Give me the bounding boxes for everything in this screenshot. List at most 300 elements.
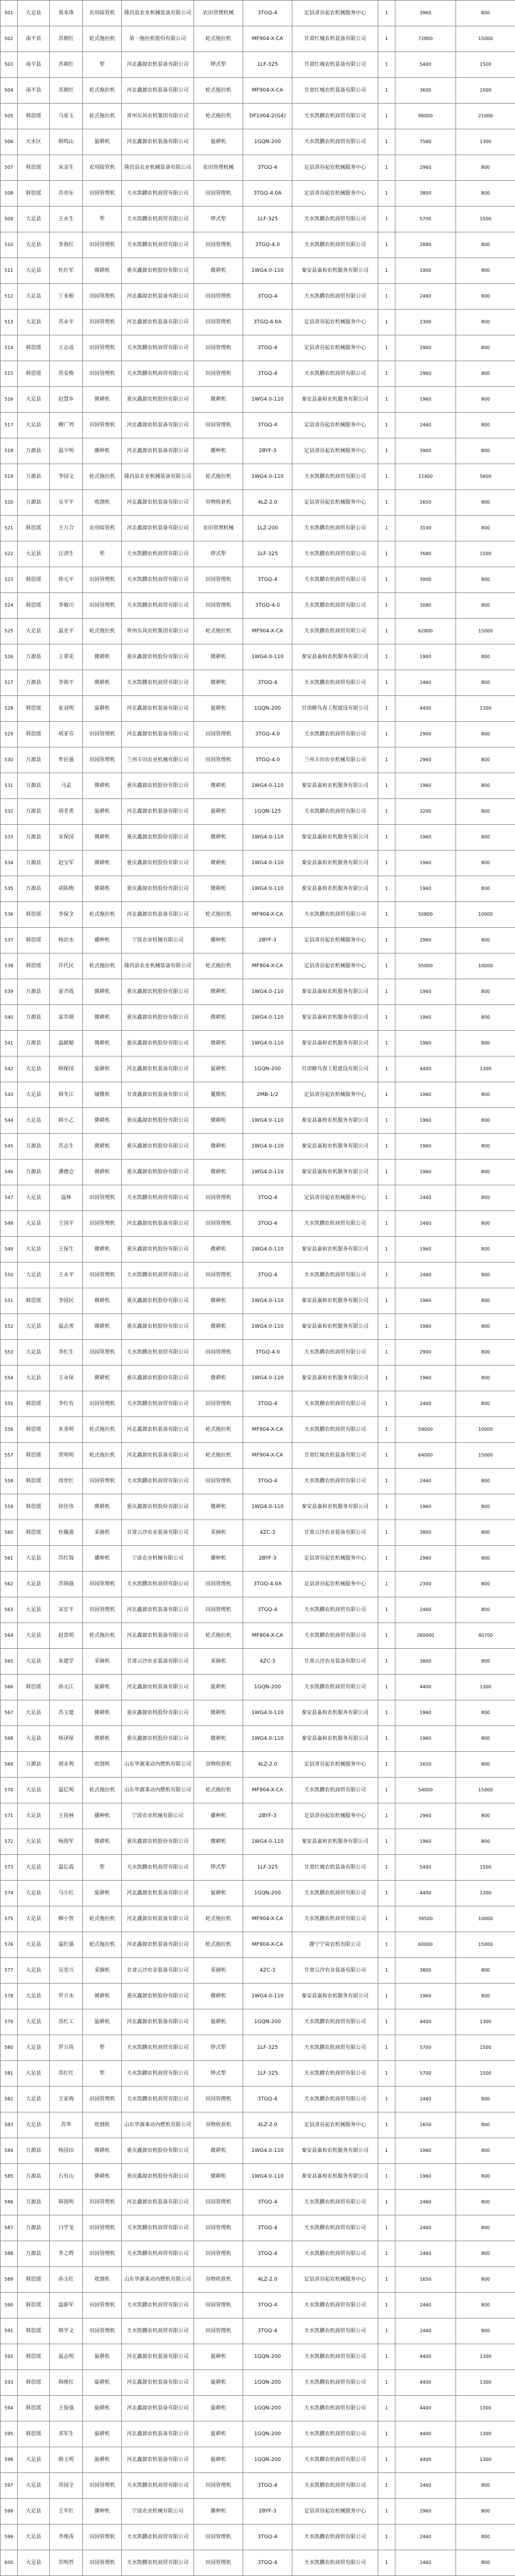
cell-seq: 544 — [1, 1108, 18, 1134]
cell-type: 犁 — [83, 2035, 122, 2061]
cell-count: 2900 — [395, 335, 456, 361]
cell-product: 播种机 — [194, 1546, 243, 1572]
cell-model: 1GQN-200 — [243, 129, 292, 155]
cell-product: 微耕机 — [194, 825, 243, 850]
cell-model: 3TGQ-4 — [243, 413, 292, 438]
cell-name: 李维涛 — [50, 2524, 83, 2550]
cell-seq: 556 — [1, 1417, 18, 1443]
cell-seq: 505 — [1, 104, 18, 129]
cell-product: 田园管理机 — [194, 2215, 243, 2241]
cell-product: 田园管理机 — [194, 361, 243, 387]
cell-seq: 575 — [1, 1906, 18, 1932]
cell-model: 3TGQ-4.0 — [243, 722, 292, 747]
cell-seq: 567 — [1, 1700, 18, 1726]
cell-count: 1960 — [395, 1288, 456, 1314]
cell-seq: 529 — [1, 722, 18, 747]
cell-product: 轮式拖拉机 — [194, 26, 243, 52]
cell-subsidy: 21000 — [456, 104, 515, 129]
cell-model: 3TGQ-4 — [243, 1391, 292, 1417]
cell-name: 王永生 — [50, 207, 83, 232]
cell-name: 顾保国 — [50, 1056, 83, 1082]
cell-qty: 1 — [378, 104, 395, 129]
cell-region: 大足县 — [18, 541, 50, 567]
cell-model: 3TGQ-4 — [243, 2473, 292, 2499]
cell-product: 微耕机 — [194, 1726, 243, 1752]
cell-name: 韩学文 — [50, 2318, 83, 2344]
cell-product: 旋耕机 — [194, 2009, 243, 2035]
cell-subsidy: 1300 — [456, 2344, 515, 2370]
cell-dealer: 重庆鑫源农机股份有限公司 — [122, 258, 194, 284]
cell-dealer: 重庆鑫源农机股份有限公司 — [122, 1160, 194, 1185]
cell-subsidy: 800 — [456, 1391, 515, 1417]
cell-model: 1GQN-200 — [243, 2344, 292, 2370]
cell-manufacturer: 天水凯鹏农机商贸有限公司 — [292, 1881, 378, 1906]
cell-model: 2BYF-3 — [243, 2499, 292, 2524]
cell-region: 韩思瑶 — [18, 181, 50, 207]
cell-count: 7560 — [395, 129, 456, 155]
cell-qty: 1 — [378, 1263, 395, 1288]
cell-product: 播种机 — [194, 928, 243, 953]
cell-name: 张双明 — [50, 696, 83, 722]
cell-region: 万源县 — [18, 979, 50, 1005]
cell-type: 轮式拖拉机 — [83, 953, 122, 979]
cell-seq: 522 — [1, 541, 18, 567]
cell-count: 5700 — [395, 2035, 456, 2061]
cell-name: 韩小乙 — [50, 1108, 83, 1134]
cell-name: 罗万尚 — [50, 2035, 83, 2061]
table-row — [1, 593, 515, 619]
cell-qty: 1 — [378, 902, 395, 928]
cell-subsidy: 800 — [456, 1752, 515, 1778]
cell-dealer: 重庆鑫源农机股份有限公司 — [122, 1700, 194, 1726]
cell-subsidy: 800 — [456, 1546, 515, 1572]
cell-product: 旋耕机 — [194, 1056, 243, 1082]
cell-manufacturer: 天水凯鹏农机商贸有限公司 — [292, 2293, 378, 2318]
cell-manufacturer: 甘肃蜂鸟春工程建设有限公司 — [292, 1056, 378, 1082]
cell-region: 大足县 — [18, 1572, 50, 1597]
cell-region: 大足县 — [18, 2550, 50, 2576]
cell-type: 轮式拖拉机 — [83, 1623, 122, 1649]
cell-seq: 535 — [1, 876, 18, 902]
table-row — [1, 953, 515, 979]
cell-name: 贾明明 — [50, 1443, 83, 1469]
table-row — [1, 1108, 515, 1134]
cell-seq: 584 — [1, 2138, 18, 2164]
cell-model: 4LZ-2.0 — [243, 490, 292, 516]
cell-qty: 1 — [378, 310, 395, 335]
cell-count: 4400 — [395, 2344, 456, 2370]
cell-type: 农用暗管机 — [83, 516, 122, 541]
cell-type: 田园管理机 — [83, 2215, 122, 2241]
cell-type: 微耕机 — [83, 876, 122, 902]
cell-subsidy: 15000 — [456, 1443, 515, 1469]
cell-type: 田园管理机 — [83, 567, 122, 593]
cell-qty: 1 — [378, 2447, 395, 2473]
cell-region: 大足县 — [18, 1546, 50, 1572]
cell-qty: 1 — [378, 1520, 395, 1546]
cell-region: 大足县 — [18, 1, 50, 26]
cell-name: 苏红瑞 — [50, 1546, 83, 1572]
cell-manufacturer: 天水凯鹏农机商贸有限公司 — [292, 722, 378, 747]
cell-type: 轮式拖拉机 — [83, 1932, 122, 1958]
cell-count: 2300 — [395, 1572, 456, 1597]
cell-region: 大足县 — [18, 258, 50, 284]
cell-subsidy: 1300 — [456, 1056, 515, 1082]
cell-subsidy: 800 — [456, 825, 515, 850]
cell-dealer: 河北鑫源农机装备有限公司 — [122, 490, 194, 516]
cell-subsidy: 1300 — [456, 2421, 515, 2447]
cell-dealer: 山东华源莱动内燃机有限公司 — [122, 2112, 194, 2138]
cell-count: 2460 — [395, 413, 456, 438]
cell-model: 1WG4.0-110 — [243, 2138, 292, 2164]
cell-product: 铧式犁 — [194, 2035, 243, 2061]
table-row — [1, 207, 515, 232]
cell-manufacturer: 天水凯鹏农机商贸有限公司 — [292, 2087, 378, 2112]
cell-seq: 595 — [1, 2421, 18, 2447]
cell-seq: 512 — [1, 284, 18, 310]
cell-count: 4400 — [395, 1056, 456, 1082]
cell-manufacturer: 秦安县嘉和农机服务有限公司 — [292, 773, 378, 799]
cell-dealer: 河北鑫源农机装备有限公司 — [122, 438, 194, 464]
cell-region: 万源县 — [18, 1160, 50, 1185]
cell-subsidy: 800 — [456, 2473, 515, 2499]
cell-qty: 1 — [378, 1855, 395, 1881]
cell-dealer: 重庆鑫源农机股份有限公司 — [122, 1005, 194, 1031]
cell-type: 田园管理机 — [83, 335, 122, 361]
cell-name: 李敏川 — [50, 593, 83, 619]
cell-qty: 1 — [378, 1469, 395, 1494]
cell-qty: 1 — [378, 928, 395, 953]
cell-subsidy: 800 — [456, 2215, 515, 2241]
cell-dealer: 重庆鑫源农机股份有限公司 — [122, 773, 194, 799]
cell-type: 轮式拖拉机 — [83, 902, 122, 928]
table-row — [1, 773, 515, 799]
cell-model: 1GQN-200 — [243, 1881, 292, 1906]
cell-count: 2460 — [395, 1185, 456, 1211]
cell-seq: 533 — [1, 825, 18, 850]
cell-type: 田园管理机 — [83, 1391, 122, 1417]
cell-dealer: 天水凯鹏农机商贸有限公司 — [122, 2524, 194, 2550]
cell-name: 李海红 — [50, 232, 83, 258]
table-row — [1, 232, 515, 258]
cell-subsidy: 800 — [456, 1314, 515, 1340]
cell-subsidy: 800 — [456, 155, 515, 181]
cell-type: 田园管理机 — [83, 310, 122, 335]
table-row — [1, 1700, 515, 1726]
cell-dealer: 隆昌县农业机械装备有限公司 — [122, 1, 194, 26]
cell-product: 田园管理机 — [194, 1211, 243, 1237]
cell-product: 微耕机 — [194, 1237, 243, 1263]
table-row — [1, 1881, 515, 1906]
cell-product: 微耕机 — [194, 876, 243, 902]
cell-manufacturer: 秦安县嘉和农机服务有限公司 — [292, 2164, 378, 2190]
cell-dealer: 重庆鑫源农机股份有限公司 — [122, 1031, 194, 1056]
cell-manufacturer: 秦安县嘉和农机服务有限公司 — [292, 979, 378, 1005]
cell-region: 韩思瑶 — [18, 2421, 50, 2447]
cell-subsidy: 1500 — [456, 2061, 515, 2087]
cell-model: 1GQN-200 — [243, 2421, 292, 2447]
cell-seq: 504 — [1, 78, 18, 104]
cell-qty: 1 — [378, 1546, 395, 1572]
cell-dealer: 天水凯鹏农机商贸有限公司 — [122, 2215, 194, 2241]
cell-count: 2900 — [395, 1340, 456, 1366]
cell-dealer: 河北鑫源农机装备有限公司 — [122, 1417, 194, 1443]
cell-subsidy: 800 — [456, 1288, 515, 1314]
cell-region: 大足县 — [18, 413, 50, 438]
cell-seq: 566 — [1, 1675, 18, 1700]
table-row — [1, 1391, 515, 1417]
cell-product: 铧式犁 — [194, 2061, 243, 2087]
cell-model: 3TGQ-4 — [243, 1263, 292, 1288]
cell-count: 4400 — [395, 1881, 456, 1906]
cell-dealer: 河北鑫源农机装备有限公司 — [122, 52, 194, 78]
table-row — [1, 1237, 515, 1263]
cell-region: 韩思瑶 — [18, 2396, 50, 2421]
cell-dealer: 重庆鑫源农机股份有限公司 — [122, 825, 194, 850]
cell-qty: 1 — [378, 464, 395, 490]
cell-region: 大足县 — [18, 1958, 50, 1984]
cell-name: 韩鸣山 — [50, 129, 83, 155]
cell-manufacturer: 秦安县嘉和农机服务有限公司 — [292, 1984, 378, 2009]
cell-type: 采摘机 — [83, 1958, 122, 1984]
cell-manufacturer: 秦安县嘉和农机服务有限公司 — [292, 1031, 378, 1056]
cell-qty: 1 — [378, 361, 395, 387]
cell-qty: 1 — [378, 953, 395, 979]
cell-region: 万源县 — [18, 2190, 50, 2215]
cell-type: 播种机 — [83, 2499, 122, 2524]
table-row — [1, 567, 515, 593]
cell-dealer: 天水凯鹏农机商贸有限公司 — [122, 1572, 194, 1597]
cell-manufacturer: 天水凯鹏农机商贸有限公司 — [292, 2215, 378, 2241]
cell-seq: 558 — [1, 1469, 18, 1494]
cell-qty: 1 — [378, 438, 395, 464]
cell-type: 播种机 — [83, 928, 122, 953]
cell-dealer: 天水凯鹏农机商贸有限公司 — [122, 541, 194, 567]
cell-subsidy: 1500 — [456, 52, 515, 78]
cell-seq: 571 — [1, 1803, 18, 1829]
cell-region: 韩思瑶 — [18, 1520, 50, 1546]
cell-dealer: 重庆鑫源农机股份有限公司 — [122, 1726, 194, 1752]
cell-name: 温少明 — [50, 438, 83, 464]
cell-model: 1LF-325 — [243, 2035, 292, 2061]
cell-manufacturer: 天水凯鹏农机商贸有限公司 — [292, 2318, 378, 2344]
cell-manufacturer: 天水凯鹏农机商贸有限公司 — [292, 593, 378, 619]
cell-subsidy: 800 — [456, 438, 515, 464]
cell-region: 韩思瑶 — [18, 155, 50, 181]
cell-manufacturer: 天水凯鹏农机商贸有限公司 — [292, 619, 378, 644]
cell-region: 大足县 — [18, 1906, 50, 1932]
cell-manufacturer: 定县清谷起农机械服务中心 — [292, 1752, 378, 1778]
cell-count: 1650 — [395, 2267, 456, 2293]
cell-type: 收割机 — [83, 1752, 122, 1778]
cell-dealer: 山东华源莱动内燃机有限公司 — [122, 1752, 194, 1778]
cell-dealer: 隆昌县农业机械装备有限公司 — [122, 155, 194, 181]
table-row — [1, 1288, 515, 1314]
cell-model: 4ZC-3 — [243, 1520, 292, 1546]
cell-dealer: 宁波农业机械有限公司 — [122, 928, 194, 953]
cell-region: 万源县 — [18, 1134, 50, 1160]
cell-dealer: 天水凯鹏农机商贸有限公司 — [122, 181, 194, 207]
cell-dealer: 天水凯鹏农机商贸有限公司 — [122, 335, 194, 361]
cell-count: 2880 — [395, 232, 456, 258]
cell-manufacturer: 天水凯鹏农机商贸有限公司 — [292, 1340, 378, 1366]
table-row — [1, 1314, 515, 1340]
cell-region: 韩思瑶 — [18, 2344, 50, 2370]
cell-manufacturer: 天水凯鹏农机商贸有限公司 — [292, 207, 378, 232]
cell-subsidy: 800 — [456, 2524, 515, 2550]
table-row — [1, 2190, 515, 2215]
cell-qty: 1 — [378, 979, 395, 1005]
cell-model: 3TGQ-4.0A — [243, 310, 292, 335]
cell-qty: 1 — [378, 850, 395, 876]
cell-manufacturer: 定县清谷起农机械服务中心 — [292, 1572, 378, 1597]
cell-seq: 597 — [1, 2473, 18, 2499]
cell-name: 柳小智 — [50, 1906, 83, 1932]
cell-type: 轮式拖拉机 — [83, 1443, 122, 1469]
cell-model: 1GQN-200 — [243, 696, 292, 722]
cell-subsidy: 1300 — [456, 129, 515, 155]
cell-manufacturer: 甘肃红城农机装备有限公司 — [292, 1855, 378, 1881]
cell-manufacturer: 兰州丰田农业机械有限公司 — [292, 747, 378, 773]
cell-count: 1960 — [395, 979, 456, 1005]
cell-manufacturer: 甘肃红城农机装备有限公司 — [292, 1443, 378, 1469]
cell-type: 轮式拖拉机 — [83, 1417, 122, 1443]
cell-qty: 1 — [378, 773, 395, 799]
cell-dealer: 河北鑫源农机装备有限公司 — [122, 2421, 194, 2447]
cell-dealer: 重庆鑫源农机股份有限公司 — [122, 1314, 194, 1340]
table-row — [1, 335, 515, 361]
cell-region: 大足县 — [18, 619, 50, 644]
cell-region: 大足县 — [18, 1778, 50, 1803]
cell-region: 大足县 — [18, 1340, 50, 1366]
cell-product: 田园管理机 — [194, 1572, 243, 1597]
cell-subsidy: 800 — [456, 773, 515, 799]
cell-dealer: 河北鑫源农机装备有限公司 — [122, 2370, 194, 2396]
cell-manufacturer: 秦安县嘉和农机服务有限公司 — [292, 1134, 378, 1160]
cell-product: 微耕机 — [194, 1134, 243, 1160]
cell-subsidy: 1300 — [456, 696, 515, 722]
cell-region: 大足县 — [18, 1855, 50, 1881]
cell-type: 田园管理机 — [83, 722, 122, 747]
cell-name: 石有山 — [50, 2164, 83, 2190]
cell-name: 韩玉明 — [50, 2447, 83, 2473]
cell-count: 4400 — [395, 2421, 456, 2447]
cell-count: 1960 — [395, 1108, 456, 1134]
cell-subsidy: 800 — [456, 567, 515, 593]
table-row — [1, 2112, 515, 2138]
cell-model: 3TGQ-4 — [243, 2524, 292, 2550]
cell-dealer: 河北鑫源农机装备有限公司 — [122, 1906, 194, 1932]
cell-manufacturer: 天水凯鹏农机商贸有限公司 — [292, 541, 378, 567]
cell-dealer: 天水凯鹏农机商贸有限公司 — [122, 593, 194, 619]
cell-product: 旋耕机 — [194, 1675, 243, 1700]
cell-name: 温亿明 — [50, 1778, 83, 1803]
cell-seq: 565 — [1, 1649, 18, 1675]
cell-seq: 530 — [1, 747, 18, 773]
cell-qty: 1 — [378, 825, 395, 850]
cell-seq: 600 — [1, 2550, 18, 2576]
cell-product: 铧式犁 — [194, 52, 243, 78]
cell-count: 62800 — [395, 619, 456, 644]
cell-manufacturer: 天水凯鹏农机商贸有限公司 — [292, 1391, 378, 1417]
table-row — [1, 1263, 515, 1288]
cell-count: 1900 — [395, 644, 456, 670]
cell-region: 大足县 — [18, 1082, 50, 1108]
cell-type: 微耕机 — [83, 1700, 122, 1726]
cell-type: 犁 — [83, 541, 122, 567]
cell-subsidy: 800 — [456, 1185, 515, 1211]
cell-product: 微耕机 — [194, 1108, 243, 1134]
table-row — [1, 1829, 515, 1855]
table-row — [1, 2473, 515, 2499]
cell-manufacturer: 秦安县嘉和农机服务有限公司 — [292, 2138, 378, 2164]
cell-qty: 1 — [378, 1134, 395, 1160]
cell-qty: 1 — [378, 696, 395, 722]
cell-count: 1960 — [395, 1314, 456, 1340]
cell-qty: 1 — [378, 567, 395, 593]
cell-region: 万源县 — [18, 490, 50, 516]
cell-qty: 1 — [378, 1494, 395, 1520]
cell-model: MF904-X-CA — [243, 619, 292, 644]
cell-type: 犁 — [83, 52, 122, 78]
table-row — [1, 2524, 515, 2550]
cell-model: 2BYF-3 — [243, 928, 292, 953]
cell-qty: 1 — [378, 1340, 395, 1366]
cell-manufacturer: 秦安县嘉和农机服务有限公司 — [292, 1005, 378, 1031]
cell-product: 微耕机 — [194, 850, 243, 876]
cell-dealer: 河北鑫源农机装备有限公司 — [122, 2344, 194, 2370]
cell-type: 轮式拖拉机 — [83, 1778, 122, 1803]
cell-seq: 552 — [1, 1314, 18, 1340]
cell-subsidy: 800 — [456, 413, 515, 438]
cell-model: MF904-X-CA — [243, 26, 292, 52]
table-row — [1, 1906, 515, 1932]
cell-subsidy: 800 — [456, 1829, 515, 1855]
cell-region: 南平县 — [18, 52, 50, 78]
cell-type: 田园管理机 — [83, 2241, 122, 2267]
cell-product: 田园管理机 — [194, 567, 243, 593]
table-row — [1, 670, 515, 696]
cell-dealer: 宁波农业机械有限公司 — [122, 1546, 194, 1572]
cell-count: 1960 — [395, 387, 456, 413]
cell-product: 田园管理机 — [194, 2318, 243, 2344]
cell-count: 1960 — [395, 1031, 456, 1056]
cell-count: 2460 — [395, 2293, 456, 2318]
cell-qty: 1 — [378, 2112, 395, 2138]
cell-model: MF904-X-CA — [243, 1932, 292, 1958]
cell-qty: 1 — [378, 516, 395, 541]
cell-product: 微耕机 — [194, 1031, 243, 1056]
cell-seq: 555 — [1, 1391, 18, 1417]
cell-count: 1650 — [395, 1752, 456, 1778]
cell-manufacturer: 甘肃云沙农业装备有限公司 — [292, 1649, 378, 1675]
cell-region: 大足县 — [18, 1803, 50, 1829]
cell-model: 1GQN-200 — [243, 2447, 292, 2473]
cell-model: DF1004-2(G4) — [243, 104, 292, 129]
cell-qty: 1 — [378, 1, 395, 26]
cell-manufacturer: 定县清谷起农机械服务中心 — [292, 310, 378, 335]
cell-dealer: 天水凯鹏农机商贸有限公司 — [122, 361, 194, 387]
cell-region: 大足县 — [18, 2061, 50, 2087]
cell-manufacturer: 定县清谷起农机械服务中心 — [292, 2112, 378, 2138]
table-row — [1, 928, 515, 953]
cell-qty: 1 — [378, 2267, 395, 2293]
cell-type: 旋耕机 — [83, 1881, 122, 1906]
cell-region: 韩思瑶 — [18, 2318, 50, 2344]
cell-type: 微耕机 — [83, 850, 122, 876]
cell-product: 铧式犁 — [194, 207, 243, 232]
cell-name: 苏锦强 — [50, 1572, 83, 1597]
